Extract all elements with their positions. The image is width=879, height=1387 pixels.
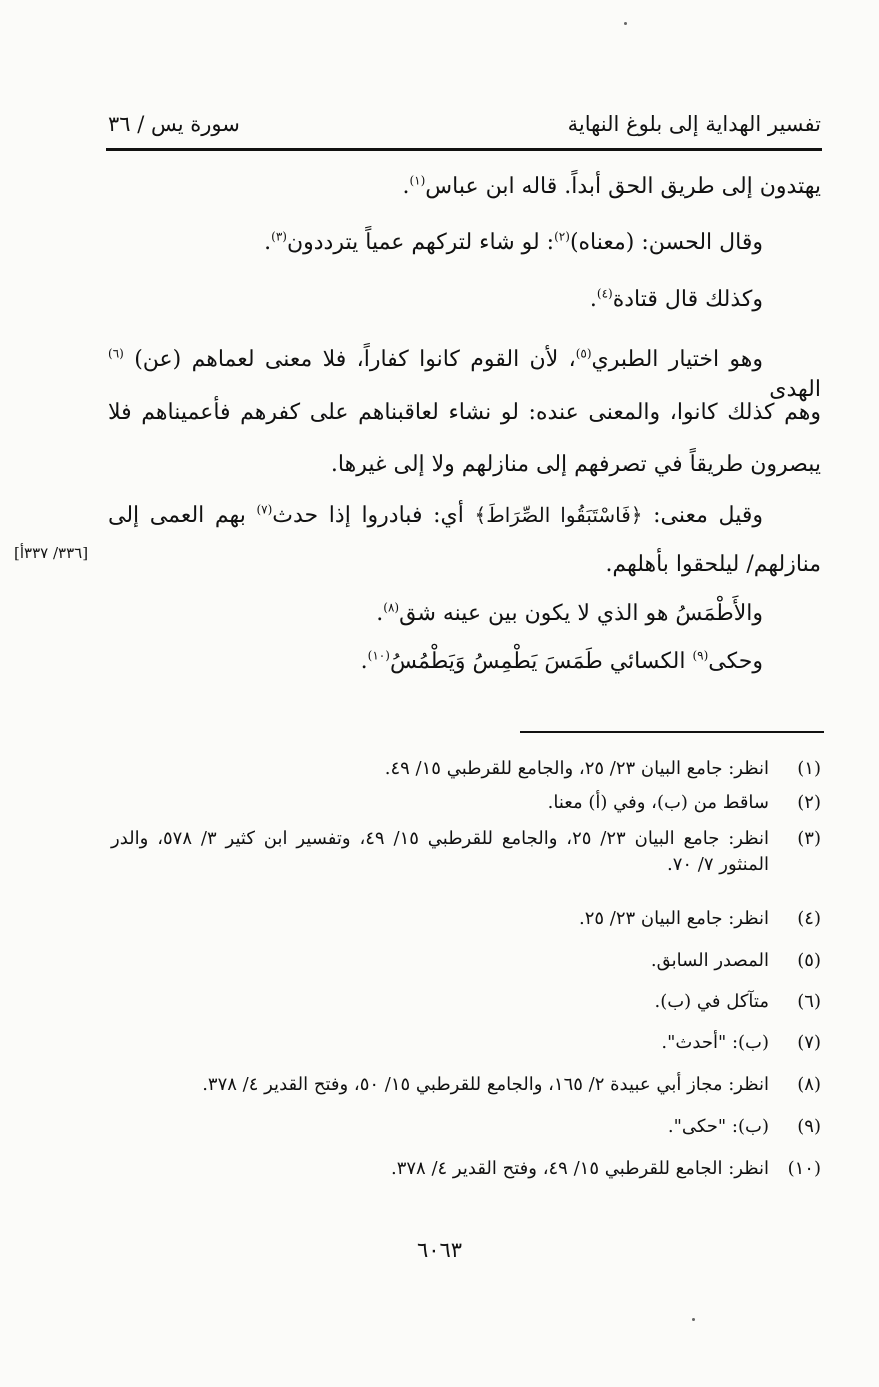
footnote-text: (ب): "حكى". bbox=[667, 1116, 769, 1137]
footnote-ref: (٢) bbox=[554, 229, 570, 244]
footnote-number: (١٠) bbox=[787, 1158, 821, 1179]
footnote-separator bbox=[520, 731, 824, 733]
surah-header: سورة يس / ٣٦ bbox=[108, 112, 240, 136]
footnote-number: (٣) bbox=[797, 828, 821, 849]
footnote-text: انظر: الجامع للقرطبي ١٥/ ٤٩، وفتح القدير ٤/ ٣٧٨. bbox=[390, 1158, 769, 1179]
footnote-text: المصدر السابق. bbox=[650, 950, 769, 971]
body-text: منازلهم/ ليلحقوا بأهلهم. bbox=[605, 552, 821, 577]
body-line-5 bbox=[108, 398, 821, 428]
footnote-ref: (٦) bbox=[108, 346, 124, 361]
punctuation: . bbox=[360, 649, 368, 674]
body-line-9 bbox=[376, 599, 763, 629]
footnote-number: (٨) bbox=[797, 1074, 821, 1095]
body-text: وقيل معنى: bbox=[653, 503, 764, 528]
body-line-4 bbox=[108, 345, 821, 405]
footnote-ref: (٥) bbox=[575, 346, 592, 361]
punctuation: . bbox=[402, 174, 410, 199]
footnote-number: (٦) bbox=[797, 991, 821, 1012]
body-text: وهو اختيار الطبري bbox=[591, 347, 764, 372]
footnote-text: متآكل في (ب). bbox=[654, 991, 769, 1012]
footnote-number: (٩) bbox=[797, 1116, 821, 1137]
body-line-8 bbox=[605, 550, 821, 580]
scan-speck bbox=[692, 1318, 695, 1321]
footnote-text: انظر: مجاز أبي عبيدة ٢/ ١٦٥، والجامع للقرطبي ١٥/ ٥٠، وفتح القدير ٤/ ٣٧٨. bbox=[202, 1074, 769, 1095]
footnote-ref: (٤) bbox=[596, 286, 613, 301]
footnote-number: (٥) bbox=[797, 950, 821, 971]
body-line-10 bbox=[361, 647, 763, 677]
footnote-ref: (٣) bbox=[271, 229, 287, 244]
footnote-text: انظر: جامع البيان ٢٣/ ٢٥. bbox=[578, 908, 769, 929]
footnote-ref: (٨) bbox=[383, 600, 400, 615]
body-text: الكسائي طَمَسَ يَطْمِسُ وَيَطْمُسُ bbox=[389, 649, 686, 674]
body-line-2 bbox=[264, 228, 763, 258]
body-text: أي: فبادروا إذا حدث bbox=[272, 503, 464, 528]
body-line-1 bbox=[402, 172, 821, 202]
body-text: وهم كذلك كانوا، والمعنى عنده: لو نشاء لعاقبناهم على كفرهم فأعميناهم فلا bbox=[108, 400, 821, 425]
footnote-text: (ب): "أحدث". bbox=[661, 1032, 769, 1053]
body-text: وكذلك قال قتادة bbox=[612, 287, 763, 312]
body-text: ، لأن القوم كانوا كفاراً، فلا معنى لعماهم (عن) bbox=[134, 347, 576, 372]
footnote-number: (١) bbox=[797, 758, 821, 779]
quran-verse: ﴿فَاسْتَبَقُوا الصِّرَاطَ﴾ bbox=[474, 503, 643, 527]
punctuation: . bbox=[589, 287, 597, 312]
footnote-number: (٧) bbox=[797, 1032, 821, 1053]
body-text: والأَطْمَسُ هو الذي لا يكون بين عينه شق bbox=[399, 601, 763, 626]
body-text: يهتدون إلى طريق الحق أبداً. قاله ابن عباس bbox=[425, 174, 821, 199]
punctuation: . bbox=[376, 601, 384, 626]
footnote-text: انظر: جامع البيان ٢٣/ ٢٥، والجامع للقرطبي ١٥/ ٤٩. bbox=[384, 758, 769, 779]
footnote-number: (٤) bbox=[797, 908, 821, 929]
punctuation: . bbox=[264, 230, 272, 255]
header-rule bbox=[106, 148, 822, 151]
scan-speck bbox=[624, 22, 627, 25]
footnote-text: ساقط من (ب)، وفي (أ) معنا. bbox=[547, 792, 769, 813]
body-text: : لو شاء لتركهم عمياً يترددون bbox=[286, 230, 555, 255]
body-text: وحكى bbox=[708, 649, 763, 674]
body-text: بهم العمى إلى bbox=[108, 503, 246, 528]
footnote-number: (٢) bbox=[797, 792, 821, 813]
body-line-6 bbox=[331, 450, 821, 480]
footnote-ref: (٧) bbox=[256, 502, 273, 517]
page-number: ٦٠٦٣ bbox=[416, 1238, 463, 1262]
footnote-ref: (١) bbox=[409, 173, 426, 188]
footnote-text: انظر: جامع البيان ٢٣/ ٢٥، والجامع للقرطبي ١٥/ ٤٩، وتفسير ابن كثير ٣/ ٥٧٨، والدر المنثور ٧/ ٧٠. bbox=[111, 828, 770, 875]
body-text: وقال الحسن: (معناه) bbox=[569, 230, 763, 255]
body-text: الهدى bbox=[769, 377, 821, 402]
footnote-ref: (١٠) bbox=[367, 648, 390, 663]
body-text: يبصرون طريقاً في تصرفهم إلى منازلهم ولا إلى غيرها. bbox=[330, 452, 821, 477]
body-line-3 bbox=[590, 285, 763, 315]
book-title-header: تفسير الهداية إلى بلوغ النهاية bbox=[567, 112, 821, 136]
manuscript-margin-reference: [٣٣٦/ ٣٣٧أ] bbox=[14, 544, 89, 562]
body-line-7 bbox=[108, 500, 821, 531]
footnote-ref: (٩) bbox=[692, 648, 709, 663]
